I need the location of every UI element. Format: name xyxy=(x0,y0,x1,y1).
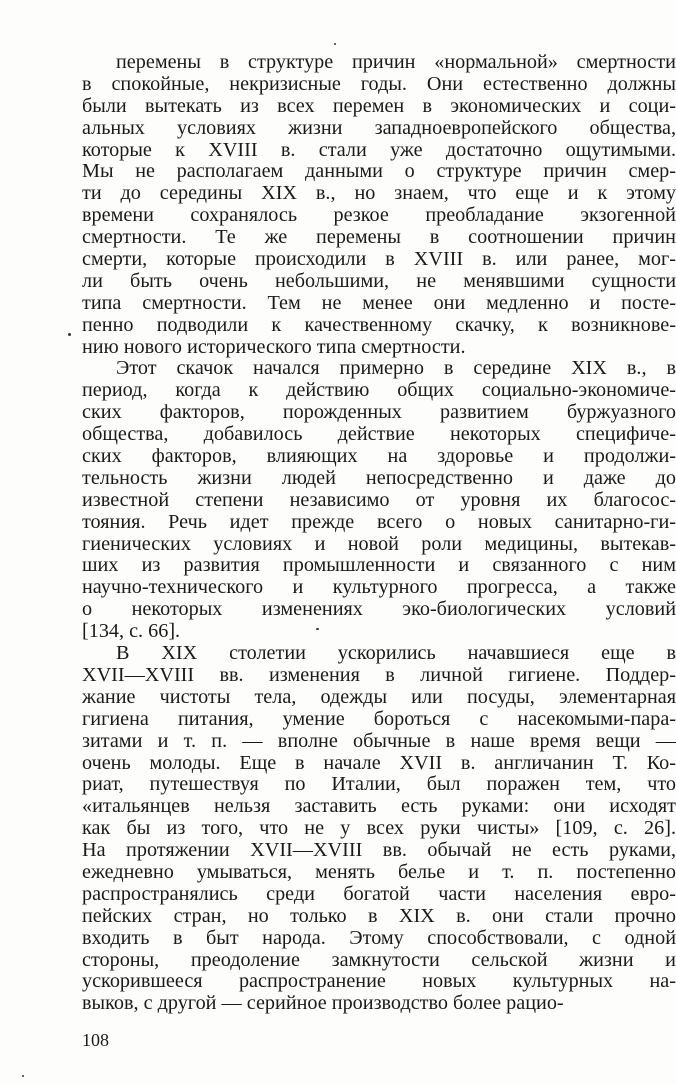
text-line: в спокойные, некризисные годы. Они естественно должны xyxy=(82,72,676,95)
text-line: смерти, которые происходили в XVIII в. или ранее, мог- xyxy=(82,248,676,271)
paragraph-3 xyxy=(82,643,676,1015)
text-line: тельность жизни людей непосредственно и даже до xyxy=(82,466,676,489)
text-line: период, когда к действию общих социально-экономиче- xyxy=(82,379,676,402)
text-line: были вытекать из всех перемен в экономических и соци- xyxy=(82,94,676,117)
text-line: ских факторов, порожденных развитием буржуазного xyxy=(82,401,676,424)
print-speck xyxy=(334,43,336,45)
paragraph-2 xyxy=(82,358,676,643)
text-line: На протяжении XVII—XVIII вв. обычай не есть руками, xyxy=(82,839,676,862)
text-line: научно-технического и культурного прогресса, а также xyxy=(82,576,676,599)
text-line: Этот скачок начался примерно в середине XIX в., в xyxy=(116,357,676,380)
text-line: общества, добавилось действие некоторых специфиче- xyxy=(82,423,676,446)
print-speck xyxy=(22,1075,24,1077)
text-line: ежедневно умываться, менять белье и т. п. постепенно xyxy=(82,860,676,883)
text-line: известной степени независимо от уровня их благосос- xyxy=(82,488,676,511)
text-line: времени сохранялось резкое преобладание экзогенной xyxy=(82,204,676,227)
text-line: XVII—XVIII вв. изменения в личной гигиене. Поддер- xyxy=(82,663,676,686)
text-line: гиенических условиях и новой роли медицины, вытекав- xyxy=(82,532,676,555)
text-line: пейских стран, но только в XIX в. они стали прочно xyxy=(82,904,676,927)
text-line: Мы не располагаем данными о структуре причин смер- xyxy=(82,160,676,183)
text-line: как бы из того, что не у всех руки чисты» [109, с. 26]. xyxy=(82,817,676,840)
text-line: смертности. Те же перемены в соотношении причин xyxy=(82,226,676,249)
text-line: о некоторых изменениях эко-биологических условий xyxy=(82,598,676,621)
text-line: тояния. Речь идет прежде всего о новых санитарно-ги- xyxy=(82,510,676,533)
print-speck xyxy=(316,628,319,630)
text-line: ских факторов, влияющих на здоровье и продолжи- xyxy=(82,445,676,468)
text-line: пенно подводили к качественному скачку, к возникнове- xyxy=(82,313,676,336)
text-line: жание чистоты тела, одежды или посуды, элементарная xyxy=(82,685,676,708)
text-line: распространялись среди богатой части населения евро- xyxy=(82,882,676,905)
text-line: В XIX столетии ускорились начавшиеся еще в xyxy=(116,642,676,665)
text-line: выков, с другой — серийное производство более рацио- xyxy=(82,992,564,1015)
print-speck xyxy=(68,333,71,336)
text-line: гигиена питания, умение бороться с насекомыми-пара- xyxy=(82,707,676,730)
text-line: стороны, преодоление замкнутости сельской жизни и xyxy=(82,948,676,971)
text-line: ти до середины XIX в., но знаем, что еще и к этому xyxy=(82,182,676,205)
page-number: 108 xyxy=(82,1030,109,1050)
text-line: альных условиях жизни западноевропейского общества, xyxy=(82,116,676,139)
text-line: перемены в структуре причин «нормальной» смертности xyxy=(116,51,676,73)
text-line: которые к XVIII в. стали уже достаточно ощутимыми. xyxy=(82,138,676,161)
text-line: ших из развития промышленности и связанного с ним xyxy=(82,554,676,577)
body-text xyxy=(82,52,676,1015)
text-line: очень молоды. Еще в начале XVII в. англичанин Т. Ко- xyxy=(82,751,676,774)
text-line: «итальянцев нельзя заставить есть руками: они исходят xyxy=(82,795,676,818)
text-line: [134, с. 66]. xyxy=(82,620,181,643)
text-line: типа смертности. Тем не менее они медленно и посте- xyxy=(82,291,676,314)
paragraph-1 xyxy=(82,52,676,358)
text-line: ускорившееся распространение новых культурных на- xyxy=(82,970,676,993)
text-line: входить в быт народа. Этому способствовали, с одной xyxy=(82,926,676,949)
text-line: нию нового исторического типа смертности. xyxy=(82,335,466,358)
text-line: ли быть очень небольшими, не менявшими сущности xyxy=(82,269,676,292)
text-line: зитами и т. п. — вполне обычные в наше время вещи — xyxy=(82,729,676,752)
text-line: риат, путешествуя по Италии, был поражен тем, что xyxy=(82,773,676,796)
